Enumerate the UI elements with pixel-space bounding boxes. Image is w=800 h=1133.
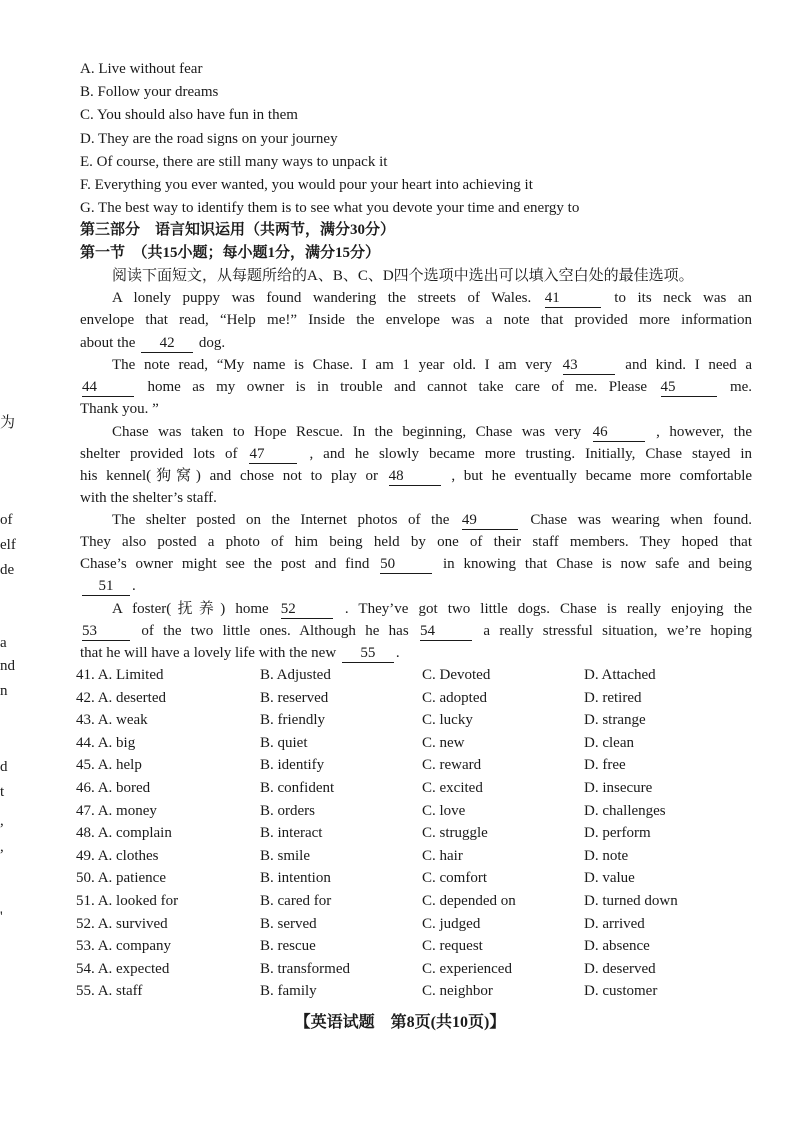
question-number: 53. [76,938,95,955]
blank-46: 46 [593,424,645,442]
passage-line [80,642,752,664]
edge-fragment: , [0,839,4,855]
option-d: D. retired [584,689,642,706]
question-cell [584,913,645,935]
option-c: C. neighbor [422,983,493,1000]
question-row [76,935,756,957]
question-row [76,822,756,844]
passage-text: The note read, “My name is Chase. I am 1 year old. I am very [112,357,552,373]
question-row [76,890,756,912]
option-e: E. Of course, there are still many ways to unpack it [80,154,388,170]
option-a: A. complain [97,825,172,842]
passage-text: , however, the [656,424,752,440]
question-cell [422,709,473,731]
edge-fragment: of [0,512,13,528]
question-cell [260,822,322,844]
option-c: C. adopted [422,689,487,706]
option-b: B. reserved [260,689,329,706]
question-cell [422,777,483,799]
blank-55: 55 [342,645,394,663]
option-d: D. Attached [584,667,656,683]
question-cell [76,958,169,980]
option-f: F. Everything you ever wanted, you would pour your heart into achieving it [80,177,533,193]
edge-fragment: nd [0,658,15,674]
passage-line [112,287,752,309]
option-b: B. friendly [260,712,325,729]
question-cell [584,664,656,686]
blank-41: 41 [545,290,601,308]
option-b: B. quiet [260,734,308,751]
option-c: C. reward [422,757,482,774]
instructions: 阅读下面短文，从每题所给的A、B、C、D四个选项中选出可以填入空白处的最佳选项。 [112,268,694,284]
passage-line: They also posted a photo of him being held by one of their staff members. They hoped that [80,534,752,550]
question-cell [584,845,628,867]
option-a: A. clothes [97,847,159,864]
option-d: D. note [584,847,629,864]
question-row [76,687,756,709]
option-b: B. smile [260,847,311,864]
question-cell [260,980,317,1002]
option-a: A. staff [97,983,143,1000]
passage-line: envelope that read, “Help me!” Inside the envelope was a note that provided more information [80,312,752,328]
passage-text: . They’ve got two little dogs. Chase is really enjoying the [344,601,753,617]
question-cell [422,822,488,844]
question-row [76,709,756,731]
passage-line [80,465,752,487]
blank-47: 47 [249,446,297,464]
passage-text: that he will have a lovely life with the new [80,645,337,661]
passage-line [112,509,752,531]
question-cell [76,664,164,686]
option-d: D. perform [584,825,651,842]
question-number: 44. [76,734,95,751]
passage-text: , and he slowly became more trusting. Initially, Chase stayed in [309,446,753,462]
passage-text: about the [80,335,136,351]
option-b: B. Adjusted [260,667,331,683]
question-cell [76,822,172,844]
question-cell [422,800,465,822]
question-number: 48. [76,825,95,842]
question-row [76,980,756,1002]
question-row [76,754,756,776]
question-cell [422,935,483,957]
option-d: D. value [584,870,635,887]
question-cell [260,687,328,709]
question-cell [422,732,465,754]
option-c: C. request [422,938,483,955]
blank-53: 53 [82,623,130,641]
question-cell [260,754,324,776]
question-cell [76,754,142,776]
option-c: C. Devoted [422,667,491,683]
option-a: A. Limited [97,667,164,683]
passage-line: with the shelter’s staff. [80,490,217,506]
question-cell [584,709,646,731]
blank-49: 49 [462,512,518,530]
passage-line [80,332,752,354]
option-d: D. arrived [584,915,645,932]
edge-fragment: 为 [0,415,16,431]
question-cell [584,800,666,822]
question-cell [584,980,657,1002]
question-cell [260,845,310,867]
option-b: B. rescue [260,938,316,955]
question-number: 45. [76,757,95,774]
option-d: D. strange [584,712,646,729]
passage-line [80,620,752,642]
option-a: A. survived [97,915,168,932]
passage-line [80,553,752,575]
question-cell [76,687,166,709]
option-c: C. You should also have fun in them [80,107,298,123]
edge-fragment: elf [0,537,16,553]
option-c: C. excited [422,780,483,796]
question-cell [422,687,487,709]
part-three-heading: 第三部分 语言知识运用（共两节，满分30分） [80,222,396,238]
option-c: C. depended on [422,893,516,909]
question-row [76,867,756,889]
passage-text: , but he eventually became more comfortable [451,468,753,484]
question-cell [260,732,308,754]
option-a: A. looked for [97,893,179,909]
passage-text: to its neck was an [614,290,753,306]
question-cell [260,777,334,799]
question-cell [76,867,166,889]
question-cell [584,822,651,844]
question-cell [76,777,150,799]
blank-44: 44 [82,379,134,397]
passage-text: A lonely puppy was found wandering the streets of Wales. [112,290,532,306]
blank-45: 45 [661,379,717,397]
passage-text: and kind. I need a [625,357,753,373]
passage-line [112,354,752,376]
question-cell [76,980,142,1002]
question-cell [422,958,512,980]
edge-fragment: a [0,635,7,651]
question-cell [584,687,641,709]
option-d: D. free [584,757,626,774]
question-cell [260,800,315,822]
question-cell [584,732,634,754]
passage-line [80,443,752,465]
option-c: C. lucky [422,712,473,729]
option-c: C. love [422,802,466,819]
passage-line [80,575,752,597]
option-a: A. patience [97,870,166,887]
passage-text: The shelter posted on the Internet photos of the [112,512,450,528]
question-cell [584,867,635,889]
option-b: B. transformed [260,960,350,977]
passage-text: Chase was taken to Hope Rescue. In the beginning, Chase was very [112,424,582,440]
passage-text: . [132,578,136,594]
passage-text: in knowing that Chase is now safe and being [443,556,753,572]
option-b: B. cared for [260,893,332,909]
question-cell [260,935,316,957]
edge-fragment: n [0,683,8,699]
question-cell [584,958,656,980]
question-number: 50. [76,870,95,887]
option-d: D. deserved [584,960,656,977]
option-a: A. big [97,734,136,751]
question-cell [76,800,157,822]
blank-48: 48 [389,468,441,486]
option-a: A. weak [97,712,148,729]
passage-text: shelter provided lots of [80,446,238,462]
passage-text: . [395,645,400,661]
blank-42: 42 [141,335,193,353]
option-d: D. They are the road signs on your journey [80,131,338,147]
option-b: B. family [260,983,317,1000]
question-cell [260,890,331,912]
option-c: C. hair [422,847,463,864]
edge-fragment: , [0,813,4,829]
blank-51: 51 [82,578,130,596]
edge-fragment: t [0,784,5,800]
question-cell [422,867,487,889]
option-a: A. help [97,757,142,774]
passage-text: A foster(抚养) home [112,601,269,617]
question-number: 43. [76,712,95,729]
passage-text: me. [729,379,753,395]
question-number: 46. [76,780,95,796]
option-a: A. money [97,802,157,819]
question-cell [76,709,148,731]
option-b: B. Follow your dreams [80,84,219,100]
question-cell [76,845,159,867]
option-a: A. bored [97,780,151,796]
question-row [76,958,756,980]
option-b: B. served [260,915,317,932]
option-a: A. company [97,938,172,955]
option-b: B. confident [260,780,335,796]
passage-text: Chase was wearing when found. [530,512,752,528]
question-cell [584,777,652,799]
edge-fragment: de [0,562,15,578]
option-b: B. orders [260,802,315,819]
option-c: C. judged [422,915,481,932]
blank-43: 43 [563,357,615,375]
question-cell [76,913,168,935]
question-row [76,845,756,867]
question-row [76,800,756,822]
question-cell [260,913,317,935]
question-cell [76,890,178,912]
question-row [76,664,756,686]
option-b: B. identify [260,757,325,774]
option-c: C. struggle [422,825,488,842]
passage-text: his kennel(狗窝) and chose not to play or [80,468,378,484]
question-row [76,913,756,935]
option-d: D. insecure [584,780,653,796]
option-g: G. The best way to identify them is to see what you devote your time and energy to [80,200,580,216]
question-cell [584,935,650,957]
question-number: 55. [76,983,95,1000]
option-b: B. interact [260,825,323,842]
question-cell [422,664,490,686]
question-number: 42. [76,689,95,706]
edge-fragment: d [0,759,8,775]
question-cell [422,980,493,1002]
page-footer: 【英语试题 第8页(共10页)】 [294,1014,506,1031]
passage-text: Chase’s owner might see the post and find [80,556,370,572]
option-d: D. customer [584,983,658,1000]
edge-fragment: ' [0,909,3,925]
option-d: D. absence [584,938,650,955]
option-d: D. clean [584,734,634,751]
passage-text: of the two little ones. Although he has [141,623,409,639]
section-one-heading: 第一节 （共15小题；每小题1分，满分15分） [80,245,381,261]
question-number: 54. [76,960,95,977]
option-c: C. new [422,734,465,751]
option-d: D. turned down [584,893,678,909]
passage-text: a really stressful situation, we’re hoping [483,623,752,639]
question-number: 51. [76,893,95,909]
question-cell [584,890,678,912]
passage-text: dog. [198,335,226,351]
passage-text: home as my owner is in trouble and cannot take care of me. Please [147,379,648,395]
question-cell [422,913,480,935]
question-cell [76,732,135,754]
question-cell [584,754,626,776]
passage-line: Thank you. ” [80,401,159,417]
passage-line [80,376,752,398]
question-cell [422,845,463,867]
blank-52: 52 [281,601,333,619]
option-a: A. Live without fear [80,61,203,77]
question-number: 52. [76,915,95,932]
passage-line [112,421,752,443]
question-number: 41. [76,667,95,683]
question-number: 47. [76,802,95,819]
option-a: A. deserted [97,689,166,706]
question-cell [260,709,325,731]
option-c: C. experienced [422,960,512,977]
option-d: D. challenges [584,802,666,819]
question-cell [260,958,350,980]
option-a: A. expected [97,960,170,977]
question-cell [260,664,331,686]
option-b: B. intention [260,870,331,887]
question-cell [260,867,331,889]
question-row [76,732,756,754]
blank-54: 54 [420,623,472,641]
question-row [76,777,756,799]
question-cell [76,935,171,957]
option-c: C. comfort [422,870,487,887]
question-cell [422,754,481,776]
question-cell [422,890,516,912]
question-number: 49. [76,847,95,864]
passage-line [112,598,752,620]
blank-50: 50 [380,556,432,574]
